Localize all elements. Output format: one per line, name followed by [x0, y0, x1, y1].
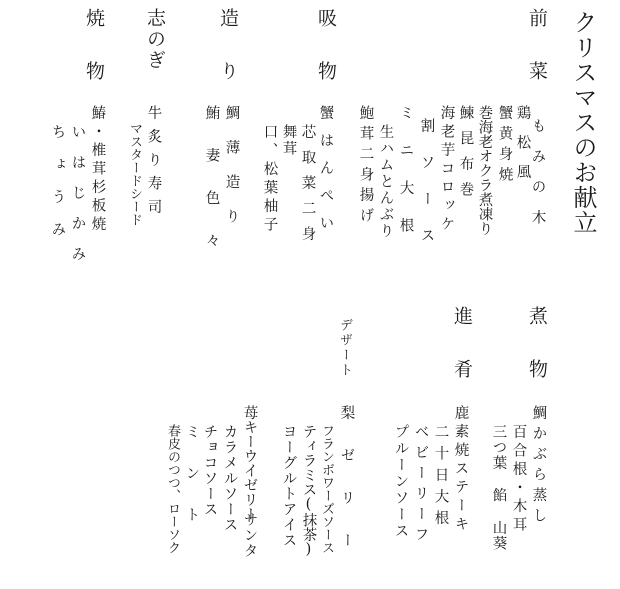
yakimono-item: いはじかみ	[69, 124, 86, 277]
dessert-item: 春皮のつつ、ローソク	[165, 424, 180, 554]
zensai-item: 巻海老オクラ煮凍り	[476, 105, 493, 236]
shinogi-item: マスタードシード	[127, 122, 142, 226]
yakimono-item: ちょうみ	[49, 124, 66, 254]
suimono-item: 蟹はんぺい	[317, 105, 334, 243]
course-heading-dessert: デザート	[337, 318, 352, 378]
zensai-item: 海老芋コロッケ	[438, 105, 455, 235]
zensai-item: もみの木	[529, 118, 546, 240]
nimono-item: 鯛かぶら蒸し	[530, 405, 547, 528]
zensai-item: 鮑茸二身揚げ	[357, 105, 374, 228]
dessert-item: 梨ゼリー	[338, 405, 355, 575]
suimono-item: 口、松葉柚子	[261, 124, 278, 235]
course-heading-nimono: 煮物	[526, 306, 548, 412]
shinogi-item: 牛炙り寿司	[145, 105, 162, 223]
dessert-item: サンタ	[241, 512, 258, 559]
course-heading-zensai: 前菜	[526, 8, 548, 114]
dessert-item: ヨーグルトアイス	[280, 424, 297, 548]
menu-title: クリスマスのお献立	[569, 10, 597, 235]
zensai-item: 鶏松風	[514, 105, 531, 194]
tsukuri-item: 鮪妻色々	[203, 105, 220, 275]
shinzakana-item: 鹿素焼ステーキ	[452, 405, 469, 535]
dessert-item: チョコソース	[201, 424, 218, 517]
course-heading-yakimono: 焼物	[83, 8, 105, 114]
zensai-item: 鰊昆布巻	[457, 105, 474, 207]
zensai-item: 割ソース	[418, 118, 435, 264]
suimono-item: 芯取菜二身	[299, 124, 316, 252]
zensai-item: ミニ大根	[397, 105, 414, 255]
dessert-item: ティラミス(抹茶)	[300, 424, 317, 558]
zensai-item: 蟹黄身焼	[496, 105, 513, 187]
shinzakana-item: プルーンソース	[392, 424, 409, 540]
shinzakana-item: ベビーリーフ	[412, 424, 429, 547]
dessert-item: ミント	[183, 424, 200, 549]
course-heading-suimono: 吸物	[315, 8, 337, 114]
nimono-item: 百合根・木耳	[510, 424, 527, 535]
zensai-item: 生ハムとんぶり	[377, 124, 394, 240]
suimono-item: 舞茸	[280, 124, 297, 157]
course-heading-shinzakana: 進肴	[451, 306, 473, 412]
nimono-item: 三つ葉 餡 山葵	[490, 424, 507, 551]
dessert-item: 苺キーウイゼリー	[241, 405, 258, 521]
dessert-item: カラメルソース	[221, 424, 238, 533]
yakimono-item: 鰆・椎茸杉板焼	[89, 105, 106, 235]
course-heading-tsukuri: 造り	[217, 8, 239, 114]
shinzakana-item: 二十日大根	[432, 424, 449, 532]
tsukuri-item: 鯛薄造り	[223, 105, 240, 243]
course-heading-shinogi: 志のぎ	[144, 8, 166, 71]
dessert-item: フランボワーズソース	[319, 424, 334, 554]
